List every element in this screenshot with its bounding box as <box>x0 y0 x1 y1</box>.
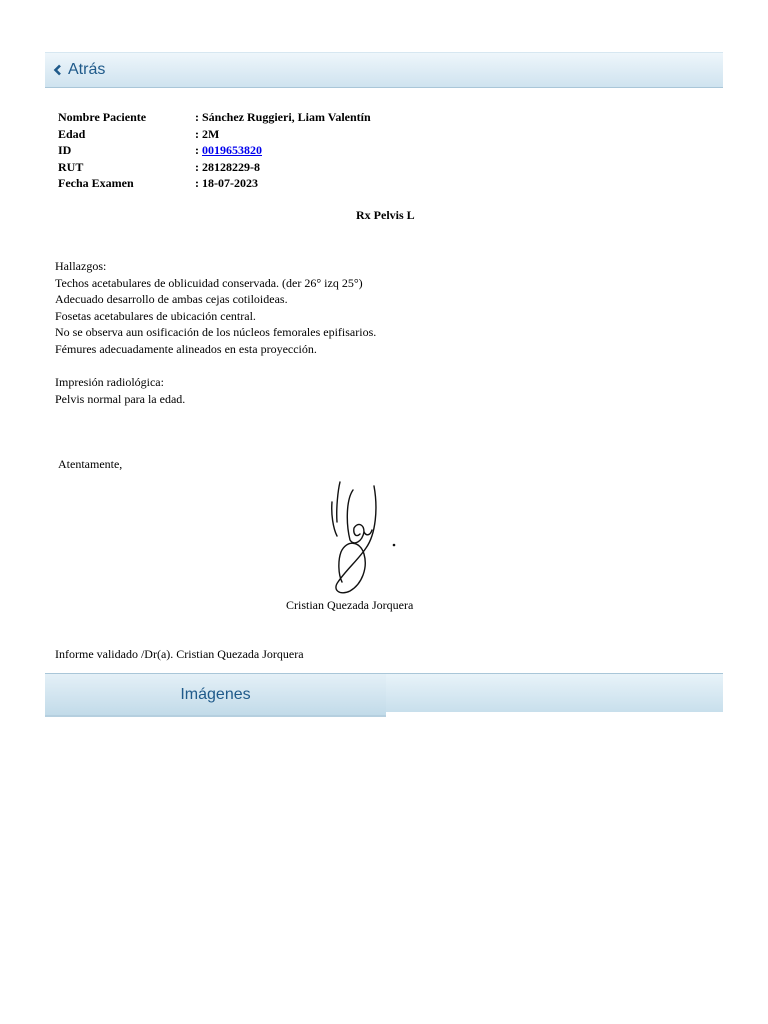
exam-date-value: : 18-07-2023 <box>195 176 258 190</box>
tab-images-label: Imágenes <box>180 685 251 703</box>
finding-line: Fémures adecuadamente alineados en esta proyección. <box>55 341 317 356</box>
patient-age-label: Edad <box>58 126 86 141</box>
patient-rut-value: : 28128229-8 <box>195 159 260 174</box>
patient-rut-label: RUT <box>58 159 84 174</box>
tab-images[interactable] <box>45 674 386 717</box>
report-body <box>55 258 376 407</box>
back-button-label: Atrás <box>68 61 106 78</box>
validation-text: Informe validado /Dr(a). Cristian Quezada Jorquera <box>55 647 304 661</box>
patient-name-label: Nombre Paciente <box>58 110 147 124</box>
patient-id-label: ID <box>58 143 72 157</box>
patient-age-row <box>58 126 371 143</box>
patient-id-link[interactable]: 0019653820 <box>202 143 262 157</box>
findings-heading: Hallazgos: <box>55 259 107 273</box>
patient-name-row <box>58 109 371 126</box>
signer-name: Cristian Quezada Jorquera <box>286 598 414 612</box>
patient-rut-row <box>58 159 371 176</box>
impression-heading: Impresión radiológica: <box>55 375 164 390</box>
exam-date-row <box>58 175 371 192</box>
paragraph-gap <box>55 358 376 375</box>
patient-age-value: : 2M <box>195 126 220 141</box>
top-nav-bar <box>45 52 723 88</box>
finding-line: Techos acetabulares de oblicuidad conservada. (der 26° izq 25°) <box>55 275 363 290</box>
closing-text: Atentamente, <box>58 457 123 471</box>
patient-info <box>58 109 371 192</box>
exam-date-label: Fecha Examen <box>58 176 134 190</box>
finding-line: No se observa aun osificación de los núcleos femorales epifisarios. <box>55 325 377 340</box>
report-title: Rx Pelvis L <box>356 208 415 222</box>
patient-id-value <box>195 142 262 159</box>
patient-name-value: : Sánchez Ruggieri, Liam Valentín <box>195 110 371 124</box>
impression-text: Pelvis normal para la edad. <box>55 391 186 406</box>
images-bar <box>45 673 723 712</box>
patient-id-row <box>58 142 371 159</box>
signature-image <box>318 478 402 596</box>
chevron-left-icon <box>53 64 63 76</box>
back-button[interactable] <box>53 61 105 79</box>
finding-line: Adecuado desarrollo de ambas cejas cotiloideas. <box>55 292 288 307</box>
finding-line: Fosetas acetabulares de ubicación central. <box>55 308 256 323</box>
patient-id-prefix: : <box>195 143 202 157</box>
